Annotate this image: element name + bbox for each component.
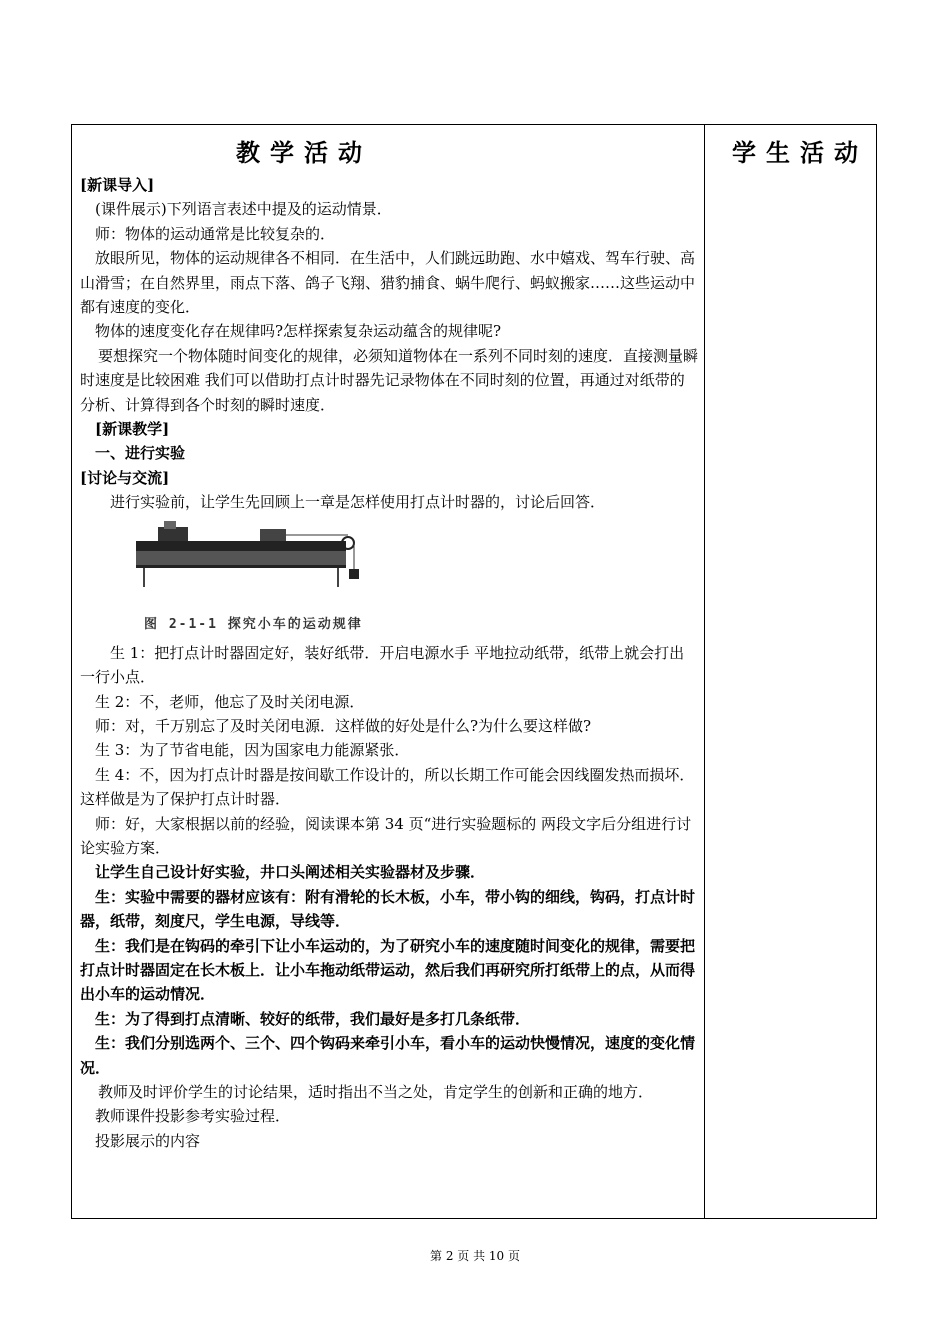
page-footer: 第 2 页 共 10 页 — [430, 1249, 520, 1263]
text-block-intro — [80, 173, 698, 515]
paragraph: 放眼所见，物体的运动规律各不相同．在生活中，人们跳远助跑、水中嬉戏、驾车行驶、高山滑雪；在自然界里，雨点下落、鸽子飞翔、猎豹捕食、蜗牛爬行、蚂蚁搬家……这些运动中都有速度的变化． — [80, 249, 696, 317]
paragraph: 生 2：不，老师，他忘了及时关闭电源． — [95, 692, 365, 711]
paragraph: 投影展示的内容 — [95, 1131, 201, 1150]
paragraph: [新课导入] — [80, 176, 155, 194]
paragraph: 师：物体的运动通常是比较复杂的． — [95, 224, 336, 243]
paragraph: [讨论与交流] — [80, 468, 170, 487]
student-activity-header: 学生活动 — [732, 138, 868, 167]
teacher-activity-header: 教学活动 — [236, 138, 372, 167]
paragraph: [新课教学] — [95, 420, 170, 439]
experiment-figure — [130, 517, 698, 635]
experiment-apparatus-image — [130, 517, 370, 609]
column-divider — [704, 125, 705, 1218]
paragraph: (课件展示)下列语言表述中提及的运动情景． — [95, 200, 392, 219]
paragraph: 生：为了得到打点清晰、较好的纸带，我们最好是多打几条纸带． — [95, 1009, 531, 1028]
teacher-activity-content — [80, 173, 698, 1153]
paragraph: 教师课件投影参考实验过程． — [95, 1107, 291, 1126]
paragraph: 师：好，大家根据以前的经验，阅读课本第 34 页“进行实验题标的 两段文字后分组进行讨论实验方案． — [80, 814, 692, 857]
paragraph: 生：我们是在钩码的牵引下让小车运动的，为了研究小车的速度随时间变化的规律，需要把打点计时器固定在长木板上．让小车拖动纸带运动，然后我们再研究所打纸带上的点，从而得出小车的运动情况． — [80, 936, 696, 1004]
figure-caption: 图 2-1-1 探究小车的运动规律 — [144, 616, 363, 632]
paragraph: 生 1：把打点计时器固定好，装好纸带．开启电源水手 平地拉动纸带，纸带上就会打出一行小点． — [80, 643, 685, 687]
paragraph: 教师及时评价学生的讨论结果，适时指出不当之处，肯定学生的创新和正确的地方． — [98, 1083, 654, 1101]
paragraph: 物体的速度变化存在规律吗?怎样探索复杂运动蕴含的规律呢? — [95, 322, 502, 341]
paragraph: 让学生自己设计好实验，井口头阐述相关实验器材及步骤． — [95, 863, 486, 882]
paragraph: 师：对，千万别忘了及时关闭电源．这样做的好处是什么?为什么要这样做? — [95, 716, 592, 735]
paragraph: 生 4：不，因为打点计时器是按间歇工作设计的，所以长期工作可能会因线圈发热而损坏．这样做是为了保护打点计时器． — [80, 765, 695, 809]
paragraph: 一、进行实验 — [95, 444, 186, 463]
paragraph: 生：实验中需要的器材应该有：附有滑轮的长木板，小车，带小钩的细线，钩码，打点计时器，纸带，刻度尺，学生电源，导线等． — [80, 887, 696, 931]
paragraph: 生：我们分别选两个、三个、四个钩码来牵引小车，看小车的运动快慢情况，速度的变化情况． — [80, 1034, 696, 1077]
lesson-table — [71, 124, 877, 1219]
text-block-discussion — [80, 641, 698, 1154]
paragraph: 进行实验前，让学生先回顾上一章是怎样使用打点计时器的，讨论后回答． — [110, 493, 606, 512]
paragraph: 生 3：为了节省电能，因为国家电力能源紧张． — [95, 741, 410, 760]
paragraph: 要想探究一个物体随时间变化的规律，必须知道物体在一系列不同时刻的速度．直接测量瞬时速度是比较困难 我们可以借助打点计时器先记录物体在不同时刻的位置，再通过对纸带的分析、计算得到各个时刻的瞬时速度． — [80, 346, 699, 414]
